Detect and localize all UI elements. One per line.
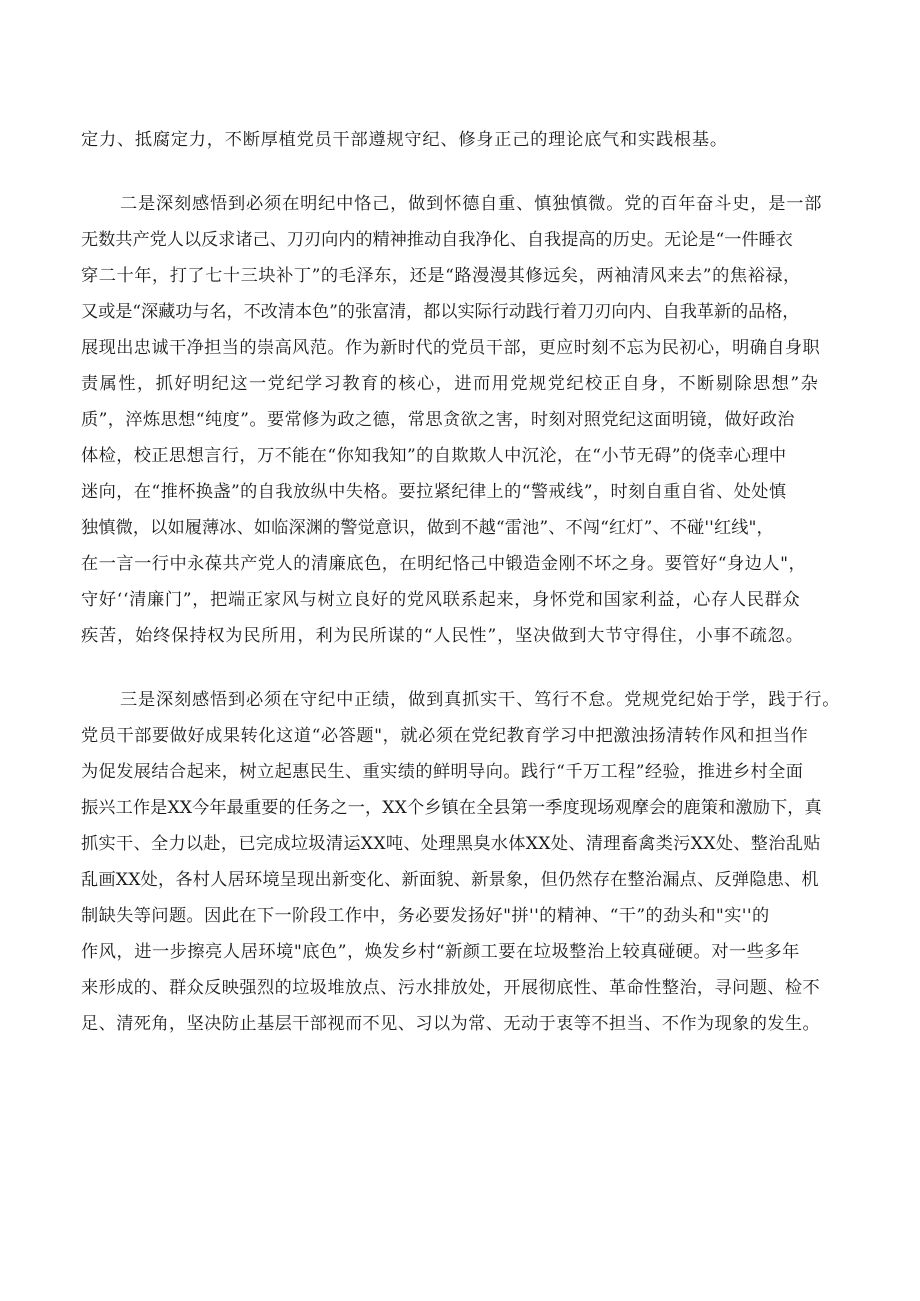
text-line: 体检，校正思想言行，万不能在“你知我知”的自欺欺人中沉沦，在“小节无碍”的侥幸心理中 (81, 446, 787, 466)
text-line: 责属性，抓好明纪这一党纪学习教育的核心，进而用党规党纪校正自身，不断剔除思想”杂 (81, 374, 820, 394)
text-line: 乱画XX处，各村人居环境呈现出新变化、新面貌、新景象，但仍然存在整治漏点、反弹隐患、机 (81, 870, 819, 890)
paragraph-first-line: 二是深刻感悟到必须在明纪中恪己，做到怀德自重、慎独慎微。党的百年奋斗史，是一部 (120, 194, 823, 214)
text-line: 又或是“深藏功与名，不改清本色”的张富清，都以实际行动践行着刀刃向内、自我革新的品格， (81, 302, 800, 322)
text-line: 展现出忠诚干净担当的崇高风范。作为新时代的党员干部，更应时刻不忘为民初心，明确自身职 (81, 338, 821, 358)
text-line: 在一言一行中永葆共产党人的清廉底色，在明纪恪己中锻造金刚不坏之身。要管好“身边人"， (81, 554, 807, 574)
paragraph-first-line: 三是深刻感悟到必须在守纪中正绩，做到真抓实干、笃行不怠。党规党纪始于学，践于行。 (120, 690, 841, 710)
text-line: 为促发展结合起来，树立起惠民生、重实绩的鲜明导向。践行“千万工程”经验，推进乡村全面 (81, 762, 804, 782)
text-line: 振兴工作是XX今年最重要的任务之一，XX个乡镇在全县第一季度现场观摩会的鹿策和激励下，真 (81, 798, 822, 818)
text-line: 疾苦，始终保持权为民所用，利为民所谋的“人民性”，坚决做到大节守得住，小事不疏忽。 (81, 626, 804, 646)
text-line: 来形成的、群众反映强烈的垃圾堆放点、污水排放处，开展彻底性、革命性整治，寻问题、检不 (81, 978, 821, 998)
text-line: 定力、抵腐定力，不断厚植党员干部遵规守纪、修身正己的理论底气和实践根基。 (81, 130, 728, 150)
text-line: 抓实干、全力以赴，已完成垃圾清运XX吨、处理黑臭水体XX处、清理畜禽类污XX处、整治乱贴 (81, 834, 821, 854)
text-line: 无数共产党人以反求诸己、刀刃向内的精神推动自我净化、自我提高的历史。无论是“一件睡衣 (81, 230, 793, 250)
text-line: 党员干部要做好成果转化这道“必答题"，就必须在党纪教育学习中把激浊扬清转作风和担当作 (81, 726, 809, 746)
text-line: 制缺失等问题。因此在下一阶段工作中，务必要发扬好"拼''的精神、“干”的劲头和"实''的 (81, 906, 770, 926)
text-line: 足、清死角，坚决防止基层干部视而不见、习以为常、无动于衷等不担当、不作为现象的发生。 (81, 1014, 821, 1034)
text-line: 作风，进一步擦亮人居环境"底色”，焕发乡村“新颜工要在垃圾整治上较真碰硬。对一些多年 (81, 942, 800, 962)
text-line: 质”，淬炼思想“纯度”。要常修为政之德，常思贪欲之害，时刻对照党纪这面明镜，做好政治 (81, 410, 795, 430)
text-line: 穿二十年，打了七十三块补丁”的毛泽东，还是“路漫漫其修远矣，两袖清风来去”的焦裕禄， (81, 266, 801, 286)
text-line: 独慎微，以如履薄冰、如临深渊的警觉意识，做到不越“雷池”、不闯“红灯”、不碰''红线"， (81, 518, 774, 538)
text-line: 迷向，在“推杯换盏”的自我放纵中失格。要拉紧纪律上的“警戒线”，时刻自重自省、处处慎 (81, 482, 787, 502)
text-line: 守好‘‘清廉门”，把端正家风与树立良好的党风联系起来，身怀党和国家利益，心存人民群众 (81, 590, 801, 610)
